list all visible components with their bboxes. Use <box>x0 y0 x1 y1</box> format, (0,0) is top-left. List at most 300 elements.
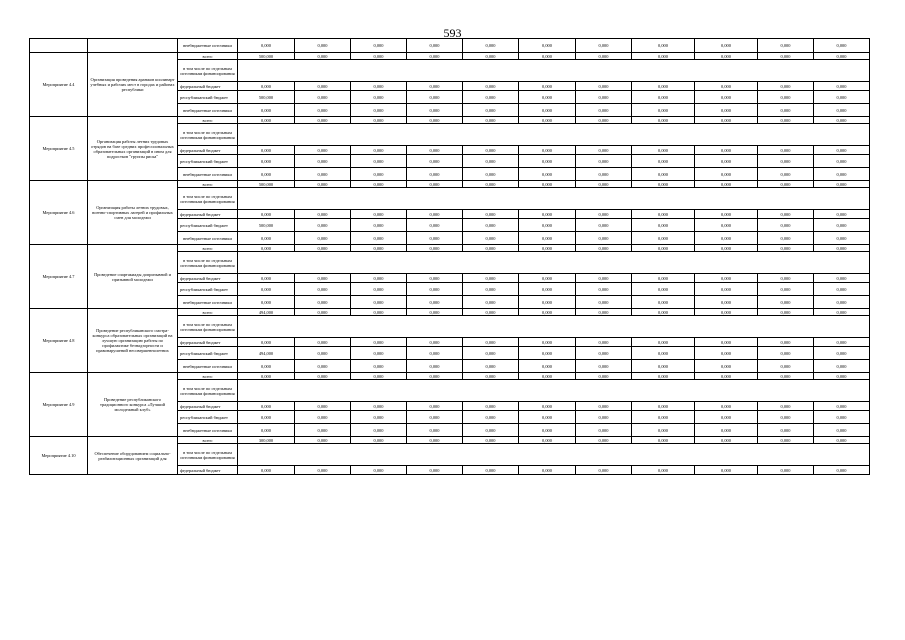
value-cell: 0,000 <box>238 245 295 252</box>
table-row <box>30 245 870 252</box>
value-cell: 0,000 <box>758 338 814 347</box>
value-cell: 0,000 <box>758 402 814 411</box>
value-cell: 0,000 <box>295 402 351 411</box>
value-cell: 500,000 <box>238 91 295 104</box>
value-cell: 0,000 <box>351 466 407 475</box>
value-cell: 0,000 <box>463 283 519 296</box>
value-cell: 0,000 <box>295 373 351 380</box>
value-cell: 0,000 <box>238 232 295 245</box>
value-cell: 0,000 <box>695 117 758 124</box>
value-cell: 0,000 <box>463 155 519 168</box>
value-cell: 0,000 <box>407 338 463 347</box>
value-cell: 0,000 <box>632 360 695 373</box>
value-cell: 0,000 <box>632 402 695 411</box>
value-cell: 0,000 <box>407 117 463 124</box>
value-cell: 0,000 <box>758 411 814 424</box>
value-cell: 0,000 <box>695 338 758 347</box>
value-cell: 0,000 <box>758 219 814 232</box>
value-cell: 0,000 <box>632 424 695 437</box>
value-cell: 0,000 <box>463 296 519 309</box>
value-cell: 0,000 <box>632 232 695 245</box>
source-label: всего <box>178 437 238 444</box>
value-cell: 0,000 <box>814 411 870 424</box>
source-label: федеральный бюджет <box>178 210 238 219</box>
value-cell: 0,000 <box>576 437 632 444</box>
value-cell: 0,000 <box>351 53 407 60</box>
value-cell: 0,000 <box>238 296 295 309</box>
measure-name: Мероприятие 4.7 <box>30 245 88 309</box>
value-cell: 0,000 <box>351 437 407 444</box>
value-cell: 0,000 <box>238 466 295 475</box>
value-cell: 0,000 <box>632 296 695 309</box>
value-cell: 0,000 <box>407 181 463 188</box>
value-cell: 0,000 <box>632 53 695 60</box>
value-cell: 0,000 <box>463 309 519 316</box>
value-cell: 0,000 <box>695 91 758 104</box>
value-cell: 0,000 <box>351 104 407 117</box>
value-cell: 0,000 <box>576 347 632 360</box>
measure-desc-cell <box>88 39 178 53</box>
value-cell: 0,000 <box>695 168 758 181</box>
value-cell: 0,000 <box>695 210 758 219</box>
value-cell: 0,000 <box>351 296 407 309</box>
value-cell: 0,000 <box>519 274 576 283</box>
value-cell: 0,000 <box>814 437 870 444</box>
value-cell: 0,000 <box>295 82 351 91</box>
value-cell: 0,000 <box>463 360 519 373</box>
source-label: республиканский бюджет <box>178 91 238 104</box>
source-label: внебюджетные источники <box>178 104 238 117</box>
value-cell: 0,000 <box>295 338 351 347</box>
value-cell: 0,000 <box>238 117 295 124</box>
value-cell: 0,000 <box>519 168 576 181</box>
value-cell: 0,000 <box>295 39 351 53</box>
value-cell: 0,000 <box>463 402 519 411</box>
table-row <box>30 39 870 53</box>
table-row <box>30 53 870 60</box>
value-cell: 0,000 <box>695 245 758 252</box>
value-cell: 0,000 <box>351 82 407 91</box>
empty-cell <box>238 380 870 402</box>
value-cell: 0,000 <box>351 245 407 252</box>
value-cell: 0,000 <box>632 309 695 316</box>
value-cell: 0,000 <box>695 39 758 53</box>
empty-cell <box>238 124 870 146</box>
value-cell: 0,000 <box>814 466 870 475</box>
value-cell: 0,000 <box>238 82 295 91</box>
value-cell: 0,000 <box>576 373 632 380</box>
value-cell: 0,000 <box>519 146 576 155</box>
value-cell: 0,000 <box>695 219 758 232</box>
measure-name: Мероприятие 4.4 <box>30 53 88 117</box>
value-cell: 0,000 <box>695 53 758 60</box>
empty-cell <box>238 60 870 82</box>
measure-name: Мероприятие 4.5 <box>30 117 88 181</box>
value-cell: 0,000 <box>463 210 519 219</box>
value-cell: 0,000 <box>758 232 814 245</box>
value-cell: 0,000 <box>758 181 814 188</box>
value-cell: 494,000 <box>238 309 295 316</box>
measure-description: Организация работы летних трудовых отрядов на базе средних профессиональных образовательных организаций в ином для подростков "группы риска" <box>88 117 178 181</box>
value-cell: 0,000 <box>814 283 870 296</box>
value-cell: 0,000 <box>695 360 758 373</box>
source-label: всего <box>178 309 238 316</box>
value-cell: 0,000 <box>632 168 695 181</box>
value-cell: 0,000 <box>519 104 576 117</box>
value-cell: 0,000 <box>519 411 576 424</box>
value-cell: 0,000 <box>695 82 758 91</box>
source-label: федеральный бюджет <box>178 274 238 283</box>
value-cell: 0,000 <box>463 245 519 252</box>
value-cell: 0,000 <box>758 104 814 117</box>
value-cell: 0,000 <box>632 373 695 380</box>
value-cell: 0,000 <box>295 424 351 437</box>
value-cell: 0,000 <box>576 360 632 373</box>
value-cell: 0,000 <box>463 232 519 245</box>
value-cell: 0,000 <box>814 338 870 347</box>
value-cell: 0,000 <box>632 437 695 444</box>
source-label: всего <box>178 245 238 252</box>
value-cell: 0,000 <box>519 283 576 296</box>
value-cell: 0,000 <box>463 274 519 283</box>
source-label: в том числе по отдельным источникам финансирования <box>178 124 238 146</box>
value-cell: 0,000 <box>519 117 576 124</box>
value-cell: 0,000 <box>295 117 351 124</box>
value-cell: 0,000 <box>407 296 463 309</box>
value-cell: 0,000 <box>758 424 814 437</box>
value-cell: 0,000 <box>576 219 632 232</box>
value-cell: 0,000 <box>351 424 407 437</box>
value-cell: 0,000 <box>407 283 463 296</box>
value-cell: 0,000 <box>351 411 407 424</box>
value-cell: 0,000 <box>519 373 576 380</box>
value-cell: 0,000 <box>463 437 519 444</box>
value-cell: 0,000 <box>463 219 519 232</box>
value-cell: 0,000 <box>295 437 351 444</box>
value-cell: 0,000 <box>407 402 463 411</box>
table-row <box>30 181 870 188</box>
source-label: в том числе по отдельным источникам финансирования <box>178 252 238 274</box>
value-cell: 0,000 <box>632 155 695 168</box>
value-cell: 0,000 <box>814 210 870 219</box>
value-cell: 0,000 <box>758 437 814 444</box>
table-row <box>30 373 870 380</box>
value-cell: 0,000 <box>407 466 463 475</box>
value-cell: 0,000 <box>238 210 295 219</box>
value-cell: 0,000 <box>758 39 814 53</box>
value-cell: 0,000 <box>295 232 351 245</box>
value-cell: 0,000 <box>695 424 758 437</box>
source-label: в том числе по отдельным источникам финансирования <box>178 316 238 338</box>
source-label: внебюджетные источники <box>178 424 238 437</box>
value-cell: 0,000 <box>632 411 695 424</box>
value-cell: 0,000 <box>758 373 814 380</box>
value-cell: 0,000 <box>351 219 407 232</box>
value-cell: 0,000 <box>463 39 519 53</box>
value-cell: 0,000 <box>695 411 758 424</box>
value-cell: 0,000 <box>632 91 695 104</box>
value-cell: 0,000 <box>295 146 351 155</box>
value-cell: 0,000 <box>463 91 519 104</box>
value-cell: 0,000 <box>632 245 695 252</box>
value-cell: 494,000 <box>238 347 295 360</box>
measure-description: Организация проведения аранжов ксилинарт учебных и рабочих мест в городах и районах республики <box>88 53 178 117</box>
value-cell: 0,000 <box>519 338 576 347</box>
value-cell: 0,000 <box>351 373 407 380</box>
source-label: внебюджетные источники <box>178 168 238 181</box>
value-cell: 0,000 <box>814 91 870 104</box>
value-cell: 0,000 <box>407 168 463 181</box>
value-cell: 0,000 <box>632 181 695 188</box>
value-cell: 0,000 <box>576 146 632 155</box>
value-cell: 0,000 <box>632 347 695 360</box>
value-cell: 0,000 <box>695 347 758 360</box>
value-cell: 0,000 <box>519 155 576 168</box>
value-cell: 0,000 <box>632 82 695 91</box>
empty-cell <box>238 444 870 466</box>
value-cell: 0,000 <box>632 210 695 219</box>
value-cell: 0,000 <box>576 283 632 296</box>
source-label: федеральный бюджет <box>178 338 238 347</box>
value-cell: 0,000 <box>351 274 407 283</box>
value-cell: 0,000 <box>576 402 632 411</box>
value-cell: 0,000 <box>695 181 758 188</box>
value-cell: 0,000 <box>238 274 295 283</box>
value-cell: 0,000 <box>351 347 407 360</box>
value-cell: 0,000 <box>407 146 463 155</box>
value-cell: 0,000 <box>758 210 814 219</box>
value-cell: 0,000 <box>576 104 632 117</box>
value-cell: 0,000 <box>407 155 463 168</box>
value-cell: 0,000 <box>814 373 870 380</box>
value-cell: 0,000 <box>576 411 632 424</box>
source-label: внебюджетные источники <box>178 360 238 373</box>
value-cell: 500,000 <box>238 53 295 60</box>
value-cell: 0,000 <box>814 104 870 117</box>
value-cell: 0,000 <box>758 283 814 296</box>
value-cell: 0,000 <box>463 424 519 437</box>
empty-cell <box>238 316 870 338</box>
value-cell: 0,000 <box>407 104 463 117</box>
table-row <box>30 117 870 124</box>
value-cell: 0,000 <box>519 53 576 60</box>
value-cell: 0,000 <box>576 466 632 475</box>
value-cell: 0,000 <box>814 53 870 60</box>
value-cell: 0,000 <box>576 245 632 252</box>
measure-description: Организация работы летних трудовых, военно-спортивных лагерей и профильных смен для молодежи <box>88 181 178 245</box>
value-cell: 0,000 <box>295 181 351 188</box>
value-cell: 0,000 <box>238 146 295 155</box>
value-cell: 0,000 <box>295 53 351 60</box>
value-cell: 0,000 <box>407 53 463 60</box>
value-cell: 0,000 <box>238 104 295 117</box>
value-cell: 0,000 <box>519 424 576 437</box>
value-cell: 0,000 <box>519 232 576 245</box>
source-label: в том числе по отдельным источникам финансирования <box>178 380 238 402</box>
value-cell: 0,000 <box>814 117 870 124</box>
value-cell: 0,000 <box>519 82 576 91</box>
value-cell: 0,000 <box>463 181 519 188</box>
value-cell: 0,000 <box>295 466 351 475</box>
value-cell: 0,000 <box>463 466 519 475</box>
value-cell: 0,000 <box>632 338 695 347</box>
value-cell: 0,000 <box>407 245 463 252</box>
value-cell: 0,000 <box>814 296 870 309</box>
value-cell: 0,000 <box>463 53 519 60</box>
value-cell: 0,000 <box>576 155 632 168</box>
value-cell: 0,000 <box>758 117 814 124</box>
value-cell: 0,000 <box>758 466 814 475</box>
value-cell: 0,000 <box>238 402 295 411</box>
value-cell: 0,000 <box>295 274 351 283</box>
value-cell: 0,000 <box>407 309 463 316</box>
value-cell: 0,000 <box>814 402 870 411</box>
value-cell: 0,000 <box>407 232 463 245</box>
value-cell: 0,000 <box>632 274 695 283</box>
value-cell: 500,000 <box>238 219 295 232</box>
value-cell: 0,000 <box>576 181 632 188</box>
value-cell: 0,000 <box>576 91 632 104</box>
value-cell: 0,000 <box>351 91 407 104</box>
value-cell: 0,000 <box>519 245 576 252</box>
value-cell: 0,000 <box>407 411 463 424</box>
value-cell: 0,000 <box>814 424 870 437</box>
value-cell: 0,000 <box>463 82 519 91</box>
measure-name: Мероприятие 4.8 <box>30 309 88 373</box>
value-cell: 0,000 <box>351 210 407 219</box>
value-cell: 0,000 <box>519 296 576 309</box>
source-label: в том числе по отдельным источникам финансирования <box>178 188 238 210</box>
source-label: всего <box>178 117 238 124</box>
source-label: в том числе по отдельным источникам финансирования <box>178 60 238 82</box>
value-cell: 0,000 <box>463 168 519 181</box>
source-label: федеральный бюджет <box>178 402 238 411</box>
value-cell: 0,000 <box>519 309 576 316</box>
value-cell: 0,000 <box>351 155 407 168</box>
value-cell: 0,000 <box>463 117 519 124</box>
value-cell: 0,000 <box>407 437 463 444</box>
value-cell: 0,000 <box>695 296 758 309</box>
value-cell: 0,000 <box>407 424 463 437</box>
source-label: республиканский бюджет <box>178 155 238 168</box>
value-cell: 0,000 <box>814 274 870 283</box>
value-cell: 0,000 <box>295 219 351 232</box>
source-label: внебюджетные источники <box>178 296 238 309</box>
value-cell: 0,000 <box>295 210 351 219</box>
value-cell: 0,000 <box>463 373 519 380</box>
value-cell: 0,000 <box>463 338 519 347</box>
value-cell: 0,000 <box>238 338 295 347</box>
value-cell: 0,000 <box>758 360 814 373</box>
value-cell: 0,000 <box>407 219 463 232</box>
value-cell: 0,000 <box>814 245 870 252</box>
value-cell: 0,000 <box>695 283 758 296</box>
value-cell: 0,000 <box>295 91 351 104</box>
value-cell: 0,000 <box>814 39 870 53</box>
source-label: в том числе по отдельным источникам финансирования <box>178 444 238 466</box>
value-cell: 0,000 <box>351 117 407 124</box>
source-label: федеральный бюджет <box>178 82 238 91</box>
value-cell: 0,000 <box>407 39 463 53</box>
value-cell: 0,000 <box>632 283 695 296</box>
measure-name-cell <box>30 39 88 53</box>
value-cell: 0,000 <box>238 39 295 53</box>
measure-description: Проведение республиканского смотра-конкурса образовательных организаций на лучшую организацию работы по профилактике безнадзорности и правонарушений несовершеннолетних <box>88 309 178 373</box>
empty-cell <box>238 188 870 210</box>
value-cell: 0,000 <box>295 309 351 316</box>
value-cell: 0,000 <box>758 309 814 316</box>
value-cell: 0,000 <box>814 155 870 168</box>
value-cell: 0,000 <box>632 39 695 53</box>
value-cell: 0,000 <box>576 232 632 245</box>
source-label: республиканский бюджет <box>178 347 238 360</box>
value-cell: 0,000 <box>238 168 295 181</box>
value-cell: 0,000 <box>695 402 758 411</box>
value-cell: 0,000 <box>576 210 632 219</box>
value-cell: 0,000 <box>463 104 519 117</box>
value-cell: 0,000 <box>632 146 695 155</box>
value-cell: 0,000 <box>758 347 814 360</box>
value-cell: 0,000 <box>407 360 463 373</box>
source-label: внебюджетные источники <box>178 39 238 53</box>
value-cell: 0,000 <box>758 82 814 91</box>
value-cell: 0,000 <box>407 274 463 283</box>
value-cell: 0,000 <box>238 373 295 380</box>
value-cell: 0,000 <box>407 210 463 219</box>
value-cell: 0,000 <box>576 296 632 309</box>
value-cell: 0,000 <box>632 466 695 475</box>
value-cell: 0,000 <box>351 309 407 316</box>
value-cell: 0,000 <box>295 104 351 117</box>
value-cell: 0,000 <box>519 91 576 104</box>
empty-cell <box>238 252 870 274</box>
value-cell: 0,000 <box>695 309 758 316</box>
value-cell: 0,000 <box>758 296 814 309</box>
value-cell: 0,000 <box>519 39 576 53</box>
value-cell: 0,000 <box>519 347 576 360</box>
source-label: внебюджетные источники <box>178 232 238 245</box>
value-cell: 0,000 <box>576 309 632 316</box>
source-label: республиканский бюджет <box>178 219 238 232</box>
value-cell: 0,000 <box>295 360 351 373</box>
value-cell: 0,000 <box>295 168 351 181</box>
value-cell: 0,000 <box>814 181 870 188</box>
value-cell: 0,000 <box>814 219 870 232</box>
value-cell: 0,000 <box>407 91 463 104</box>
value-cell: 0,000 <box>695 373 758 380</box>
value-cell: 0,000 <box>238 360 295 373</box>
measure-name: Мероприятие 4.9 <box>30 373 88 437</box>
value-cell: 0,000 <box>632 219 695 232</box>
value-cell: 0,000 <box>758 274 814 283</box>
value-cell: 0,000 <box>351 39 407 53</box>
value-cell: 0,000 <box>407 373 463 380</box>
value-cell: 0,000 <box>758 53 814 60</box>
value-cell: 0,000 <box>519 466 576 475</box>
source-label: республиканский бюджет <box>178 411 238 424</box>
value-cell: 0,000 <box>758 245 814 252</box>
value-cell: 0,000 <box>295 296 351 309</box>
value-cell: 0,000 <box>463 347 519 360</box>
value-cell: 0,000 <box>814 309 870 316</box>
measure-name: Мероприятие 4.10 <box>30 437 88 475</box>
value-cell: 0,000 <box>351 360 407 373</box>
value-cell: 0,000 <box>576 53 632 60</box>
value-cell: 0,000 <box>814 82 870 91</box>
value-cell: 0,000 <box>407 347 463 360</box>
value-cell: 0,000 <box>576 39 632 53</box>
value-cell: 0,000 <box>814 347 870 360</box>
